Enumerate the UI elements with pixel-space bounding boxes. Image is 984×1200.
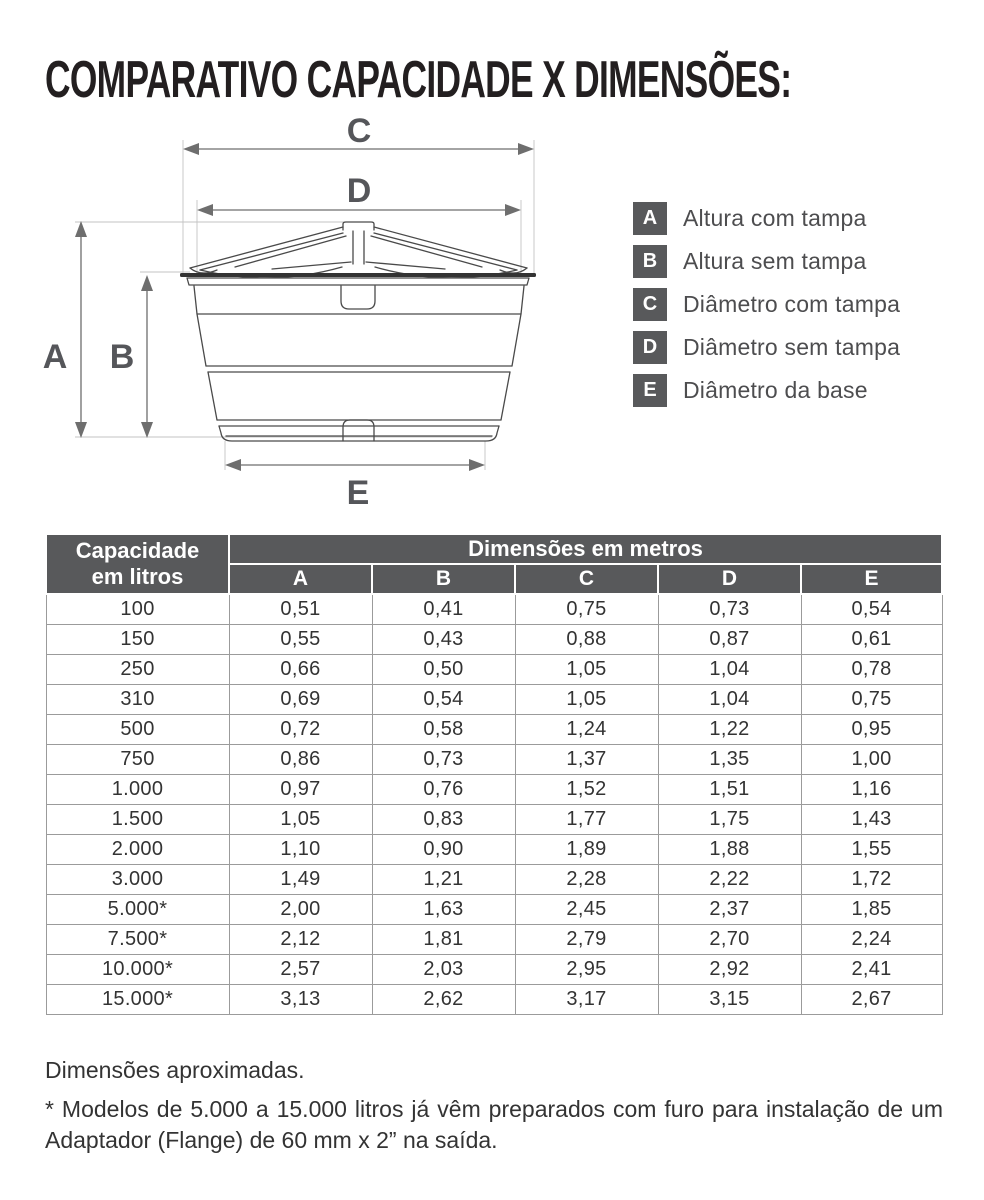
dim-label-d: D (346, 172, 372, 210)
column-header-b: B (372, 564, 515, 594)
dimension-cell: 2,28 (515, 864, 658, 894)
dimension-cell: 0,58 (372, 714, 515, 744)
dimension-cell: 0,41 (372, 594, 515, 624)
dimension-cell: 1,63 (372, 894, 515, 924)
capacity-cell: 250 (46, 654, 229, 684)
table-row (46, 804, 942, 834)
capacity-header-cell (46, 534, 229, 594)
dimension-cell: 2,24 (801, 924, 942, 954)
dimension-cell: 2,22 (658, 864, 801, 894)
dimension-cell: 0,73 (658, 594, 801, 624)
dimension-cell: 0,61 (801, 624, 942, 654)
dimension-cell: 0,50 (372, 654, 515, 684)
capacity-cell: 5.000* (46, 894, 229, 924)
column-header-d: D (658, 564, 801, 594)
column-header-e: E (801, 564, 942, 594)
water-tank-drawing (180, 222, 536, 441)
dimension-cell: 1,51 (658, 774, 801, 804)
dimensions-header-cell: Dimensões em metros (229, 534, 942, 564)
dimension-arrow-b (110, 275, 153, 438)
column-header-a: A (229, 564, 372, 594)
dimension-cell: 3,15 (658, 984, 801, 1014)
dimension-cell: 0,72 (229, 714, 372, 744)
dimension-legend (633, 202, 900, 417)
dimension-cell: 2,57 (229, 954, 372, 984)
dimension-cell: 0,54 (801, 594, 942, 624)
legend-item-b (633, 245, 900, 278)
dimension-cell: 0,88 (515, 624, 658, 654)
dimension-cell: 0,55 (229, 624, 372, 654)
legend-key-badge: C (633, 288, 667, 321)
dimension-cell: 2,79 (515, 924, 658, 954)
dim-label-a: A (42, 338, 68, 376)
capacity-header-line2: em litros (91, 564, 184, 589)
legend-label: Altura sem tampa (683, 248, 867, 274)
dimension-cell: 1,72 (801, 864, 942, 894)
capacity-cell: 500 (46, 714, 229, 744)
dimension-cell: 2,41 (801, 954, 942, 984)
dimension-cell: 2,62 (372, 984, 515, 1014)
dimension-cell: 1,05 (515, 684, 658, 714)
dimension-cell: 2,67 (801, 984, 942, 1014)
capacity-cell: 750 (46, 744, 229, 774)
dimension-cell: 1,05 (229, 804, 372, 834)
dimension-cell: 2,45 (515, 894, 658, 924)
table-row (46, 774, 942, 804)
dimension-cell: 0,51 (229, 594, 372, 624)
table-row (46, 984, 942, 1014)
dimension-cell: 2,12 (229, 924, 372, 954)
dimension-cell: 1,05 (515, 654, 658, 684)
dimension-cell: 2,70 (658, 924, 801, 954)
page-title: COMPARATIVO CAPACIDADE X DIMENSÕES: (45, 51, 792, 109)
table-row (46, 744, 942, 774)
table-row (46, 834, 942, 864)
dimension-cell: 1,89 (515, 834, 658, 864)
dimension-cell: 1,21 (372, 864, 515, 894)
dimension-arrow-c (183, 112, 534, 155)
table-row (46, 624, 942, 654)
dim-label-b: B (109, 338, 135, 376)
dimension-cell: 2,37 (658, 894, 801, 924)
legend-key-badge: B (633, 245, 667, 278)
dimension-arrow-e (225, 459, 485, 512)
dimension-cell: 1,04 (658, 654, 801, 684)
capacity-cell: 10.000* (46, 954, 229, 984)
legend-label: Diâmetro da base (683, 377, 868, 403)
dimension-cell: 0,73 (372, 744, 515, 774)
capacity-cell: 15.000* (46, 984, 229, 1014)
dim-label-e: E (346, 474, 370, 512)
table-row (46, 894, 942, 924)
dimension-cell: 2,92 (658, 954, 801, 984)
capacity-dimensions-table (45, 533, 943, 1015)
dimension-cell: 1,81 (372, 924, 515, 954)
dimension-cell: 0,43 (372, 624, 515, 654)
column-header-c: C (515, 564, 658, 594)
dimension-cell: 0,69 (229, 684, 372, 714)
dimension-cell: 0,83 (372, 804, 515, 834)
dimension-cell: 1,16 (801, 774, 942, 804)
dimension-cell: 1,35 (658, 744, 801, 774)
dimension-cell: 1,10 (229, 834, 372, 864)
capacity-cell: 7.500* (46, 924, 229, 954)
dimension-cell: 1,43 (801, 804, 942, 834)
legend-key-badge: D (633, 331, 667, 364)
table-row (46, 714, 942, 744)
table-row (46, 864, 942, 894)
dimension-cell: 1,49 (229, 864, 372, 894)
capacity-cell: 100 (46, 594, 229, 624)
dimension-arrow-a (43, 221, 87, 438)
legend-key-badge: E (633, 374, 667, 407)
legend-item-d (633, 331, 900, 364)
dimension-cell: 1,55 (801, 834, 942, 864)
dimension-cell: 1,52 (515, 774, 658, 804)
table-row (46, 594, 942, 624)
legend-label: Diâmetro sem tampa (683, 334, 901, 360)
legend-item-a (633, 202, 900, 235)
table-row (46, 654, 942, 684)
dimension-cell: 0,87 (658, 624, 801, 654)
dimension-cell: 0,78 (801, 654, 942, 684)
dimension-cell: 0,95 (801, 714, 942, 744)
dimension-cell: 1,85 (801, 894, 942, 924)
capacity-cell: 1.500 (46, 804, 229, 834)
footnote-approximate: Dimensões aproximadas. (45, 1057, 305, 1083)
dimension-cell: 2,03 (372, 954, 515, 984)
dimension-cell: 0,75 (515, 594, 658, 624)
capacity-cell: 150 (46, 624, 229, 654)
dimension-cell: 0,54 (372, 684, 515, 714)
dimension-cell: 0,76 (372, 774, 515, 804)
capacity-cell: 3.000 (46, 864, 229, 894)
footnote-asterisk: * Modelos de 5.000 a 15.000 litros já vêm preparados com furo para instalação de um Adaptador (Flange) de 60 mm x 2” na saída. (45, 1096, 943, 1153)
dimension-cell: 1,22 (658, 714, 801, 744)
table-row (46, 954, 942, 984)
dimension-cell: 1,77 (515, 804, 658, 834)
dimension-arrow-d (197, 172, 521, 216)
dimension-cell: 2,95 (515, 954, 658, 984)
dimension-cell: 3,13 (229, 984, 372, 1014)
table-header (46, 534, 942, 594)
dimension-cell: 0,90 (372, 834, 515, 864)
legend-item-e (633, 374, 900, 407)
dimension-cell: 1,24 (515, 714, 658, 744)
dim-label-c: C (346, 112, 372, 150)
dimension-cell: 0,66 (229, 654, 372, 684)
legend-key-badge: A (633, 202, 667, 235)
table-row (46, 924, 942, 954)
capacity-header-line1: Capacidade (75, 538, 200, 564)
legend-label: Altura com tampa (683, 205, 867, 231)
dimension-cell: 1,04 (658, 684, 801, 714)
legend-label: Diâmetro com tampa (683, 291, 901, 317)
capacity-cell: 1.000 (46, 774, 229, 804)
dimension-cell: 2,00 (229, 894, 372, 924)
capacity-cell: 2.000 (46, 834, 229, 864)
dimension-cell: 1,88 (658, 834, 801, 864)
dimension-cell: 1,37 (515, 744, 658, 774)
dimension-cell: 3,17 (515, 984, 658, 1014)
tank-dimensions-diagram (40, 100, 640, 520)
dimension-cell: 1,00 (801, 744, 942, 774)
dimension-cell: 0,86 (229, 744, 372, 774)
capacity-cell: 310 (46, 684, 229, 714)
legend-item-c (633, 288, 900, 321)
dimension-cell: 0,97 (229, 774, 372, 804)
dimension-cell: 1,75 (658, 804, 801, 834)
table-body (46, 594, 942, 1014)
dimension-cell: 0,75 (801, 684, 942, 714)
table-row (46, 684, 942, 714)
